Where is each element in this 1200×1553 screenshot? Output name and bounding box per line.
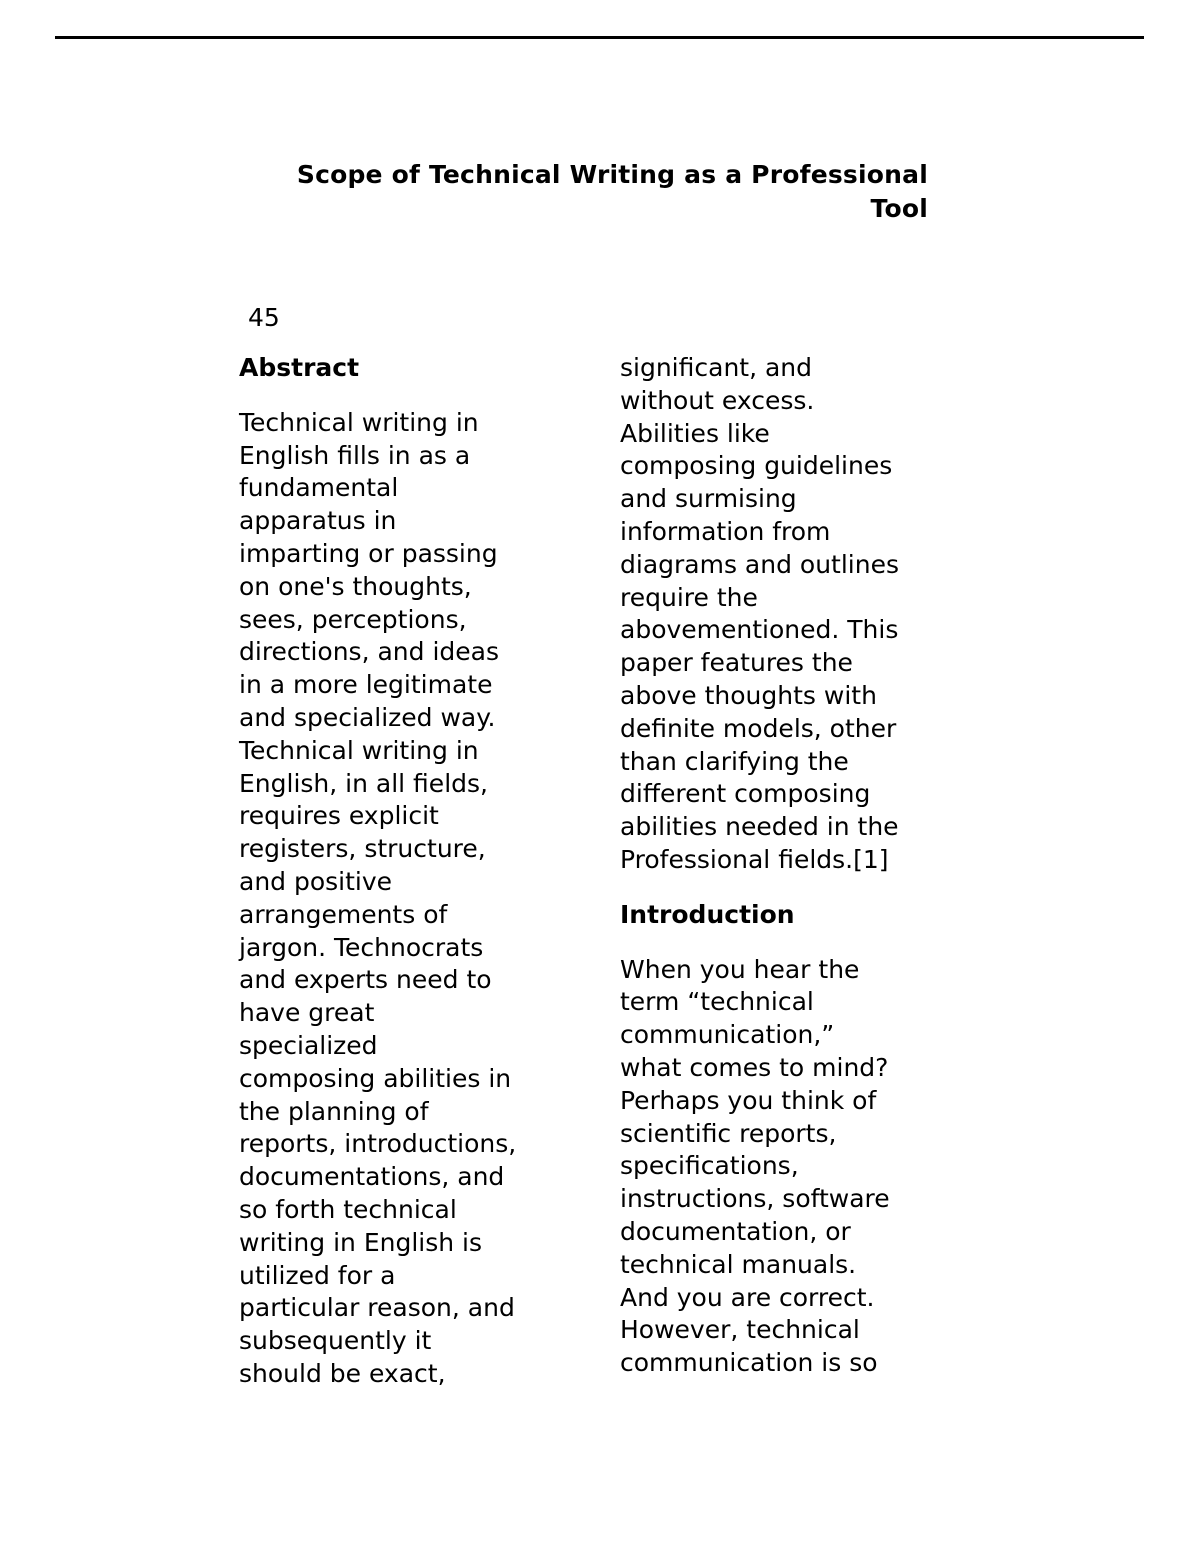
text-line: communication,” (620, 1020, 835, 1050)
text-line: requires explicit (239, 801, 439, 831)
left-column (239, 352, 569, 1391)
text-line: Technical writing in (239, 407, 479, 437)
text-line: And you are correct. (620, 1282, 875, 1312)
introduction-paragraph (620, 954, 960, 1380)
text-line: what comes to mind? (620, 1052, 889, 1082)
text-line: jargon. Technocrats (239, 932, 484, 962)
text-line: specifications, (620, 1151, 799, 1181)
text-line: the planning of (239, 1096, 429, 1126)
text-line: documentations, and (239, 1162, 505, 1192)
text-line: arrangements of (239, 899, 448, 929)
text-line: have great (239, 998, 375, 1028)
abstract-paragraph-part-1 (239, 407, 569, 1391)
text-line: and specialized way. (239, 702, 496, 732)
paper-title-line-1: Scope of Technical Writing as a Professional (296, 160, 928, 189)
text-line: Technical writing in (239, 735, 479, 765)
text-line: English fills in as a (239, 440, 471, 470)
text-line: different composing (620, 779, 871, 809)
abstract-heading: Abstract (239, 353, 360, 382)
text-line: above thoughts with (620, 680, 877, 710)
text-line: abilities needed in the (620, 812, 899, 842)
text-line: directions, and ideas (239, 637, 499, 667)
text-line: particular reason, and (239, 1293, 515, 1323)
abstract-paragraph-part-2 (620, 352, 960, 877)
text-line: should be exact, (239, 1358, 446, 1388)
text-line: When you hear the (620, 954, 860, 984)
text-line: registers, structure, (239, 834, 486, 864)
text-line: composing guidelines (620, 451, 893, 481)
text-line: without excess. (620, 385, 815, 415)
text-line: and experts need to (239, 965, 492, 995)
text-line: than clarifying the (620, 746, 849, 776)
text-line: technical manuals. (620, 1249, 857, 1279)
text-line: utilized for a (239, 1260, 396, 1290)
text-line: paper features the (620, 648, 853, 678)
text-line: communication is so (620, 1348, 878, 1378)
text-line: specialized (239, 1030, 378, 1060)
introduction-heading: Introduction (620, 899, 795, 929)
text-line: so forth technical (239, 1194, 457, 1224)
text-line: definite models, other (620, 713, 897, 743)
text-line: imparting or passing (239, 538, 498, 568)
text-line: information from (620, 516, 831, 546)
text-line: subsequently it (239, 1326, 432, 1356)
text-line: scientific reports, (620, 1118, 837, 1148)
text-line: significant, and (620, 353, 813, 382)
text-line: documentation, or (620, 1216, 851, 1246)
text-line: Abilities like (620, 418, 770, 448)
text-line: Professional fields.[1] (620, 844, 889, 874)
text-line: sees, perceptions, (239, 604, 467, 634)
text-line: require the (620, 582, 758, 612)
text-line: in a more legitimate (239, 670, 493, 700)
text-line: diagrams and outlines (620, 549, 899, 579)
text-line: on one's thoughts, (239, 571, 472, 601)
text-line: However, technical (620, 1315, 860, 1345)
text-line: composing abilities in (239, 1063, 512, 1093)
text-line: fundamental (239, 473, 399, 503)
text-line: English, in all fields, (239, 768, 488, 798)
text-line: term “technical (620, 987, 814, 1017)
text-line: writing in English is (239, 1227, 483, 1257)
text-line: and surmising (620, 484, 797, 514)
text-line: reports, introductions, (239, 1129, 517, 1159)
text-line: Perhaps you think of (620, 1085, 877, 1115)
right-column (620, 352, 960, 1380)
page-number: 45 (248, 303, 280, 332)
paper-title (240, 158, 928, 226)
text-line: abovementioned. This (620, 615, 899, 645)
header-rule (55, 36, 1144, 39)
paper-title-line-2: Tool (870, 194, 928, 223)
text-line: instructions, software (620, 1184, 890, 1214)
text-line: and positive (239, 866, 393, 896)
text-line: apparatus in (239, 506, 397, 536)
